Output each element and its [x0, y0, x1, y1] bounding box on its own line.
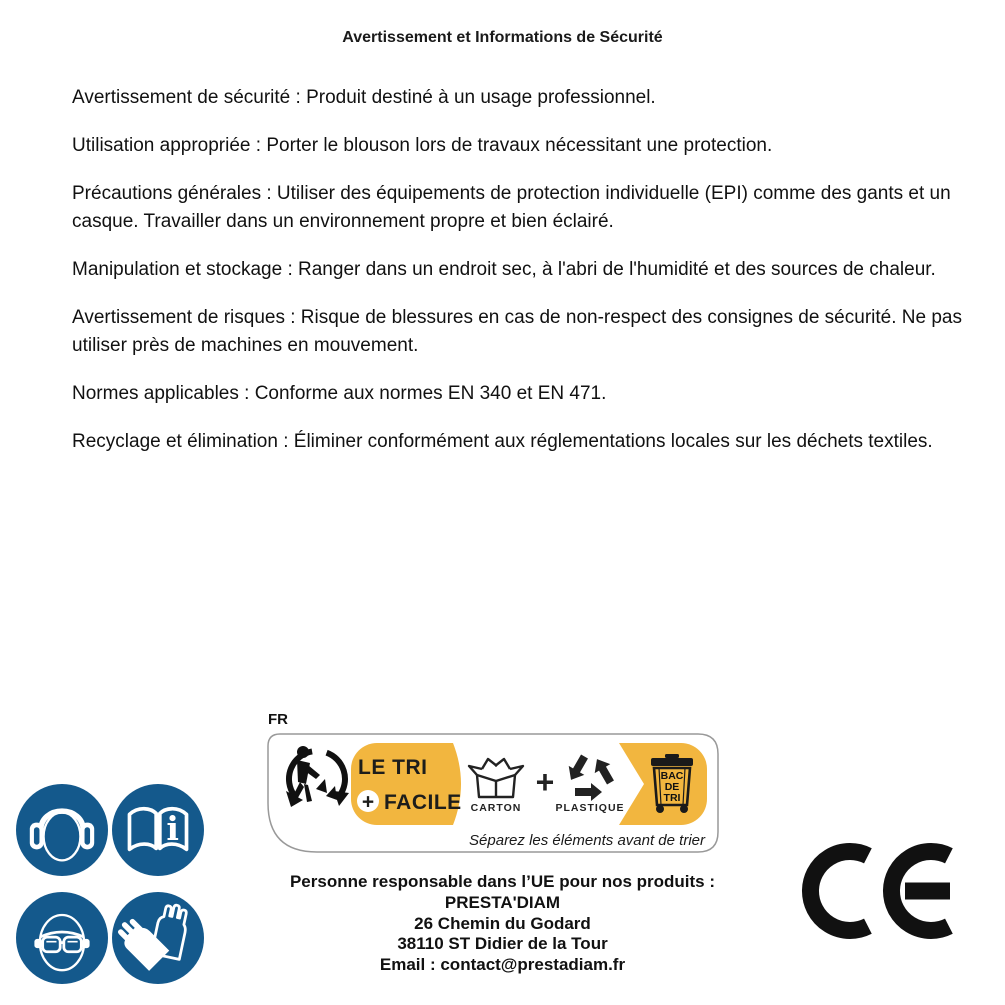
responsible-street: 26 Chemin du Godard — [414, 913, 591, 933]
eye-protection-pictogram — [16, 892, 108, 984]
triman-recycling-logo — [267, 733, 719, 854]
paragraph-standards: Normes applicables : Conforme aux normes EN 340 et EN 471. — [72, 383, 607, 404]
materials-plus-sign: + — [535, 764, 555, 800]
page-title: Avertissement et Informations de Sécurité — [342, 29, 663, 46]
responsible-person-block — [250, 872, 755, 976]
responsible-city: 38110 ST Didier de la Tour — [397, 934, 608, 954]
le-tri-label: LE TRI — [358, 756, 428, 779]
facile-label: FACILE — [384, 791, 462, 814]
carton-label: CARTON — [470, 802, 522, 814]
paragraph-handling-storage: Manipulation et stockage : Ranger dans un endroit sec, à l'abri de l'humidité et des sources de chaleur. — [72, 259, 936, 280]
read-manual-pictogram — [112, 784, 204, 876]
plus-sign: + — [361, 790, 375, 814]
manual-info-letter: i — [166, 809, 180, 849]
responsible-company: PRESTA'DIAM — [444, 892, 561, 912]
ce-mark-icon — [795, 841, 955, 943]
safety-paragraphs — [72, 84, 974, 476]
paragraph-appropriate-use: Utilisation appropriée : Porter le blouson lors de travaux nécessitant une protection. — [72, 135, 773, 156]
read-instruction-manual-icon — [112, 784, 204, 876]
wear-eye-protection-icon — [16, 892, 108, 984]
ear-protection-pictogram — [16, 784, 108, 876]
paragraph-risk-warning: Avertissement de risques : Risque de blessures en cas de non-respect des consignes de sécurité. Ne pas utiliser près de machines en mouvement. — [72, 307, 962, 356]
paragraph-general-precautions: Précautions générales : Utiliser des équipements de protection individuelle (EPI) comme des gants et un casque. Travailler dans un environnement propre et bien éclairé. — [72, 183, 951, 232]
paragraph-recycling: Recyclage et élimination : Éliminer conformément aux réglementations locales sur les déchets textiles. — [72, 431, 933, 452]
gloves-pictogram — [112, 892, 204, 984]
paragraph-safety-warning: Avertissement de sécurité : Produit destiné à un usage professionnel. — [72, 87, 656, 108]
fr-country-label: FR — [268, 711, 288, 728]
bin-label-line2: DE — [664, 781, 680, 793]
sorting-tagline: Séparez les éléments avant de trier — [469, 832, 705, 849]
bin-label-line3: TRI — [663, 792, 681, 804]
responsible-email: Email : contact@prestadiam.fr — [379, 955, 626, 975]
responsible-intro: Personne responsable dans l’UE pour nos produits : — [289, 872, 716, 891]
plastique-label: PLASTIQUE — [555, 802, 625, 814]
wear-ear-protection-icon — [16, 784, 108, 876]
bin-label-line1: BAC — [660, 770, 684, 782]
wear-protective-gloves-icon — [112, 892, 204, 984]
mandatory-pictograms — [16, 784, 204, 984]
